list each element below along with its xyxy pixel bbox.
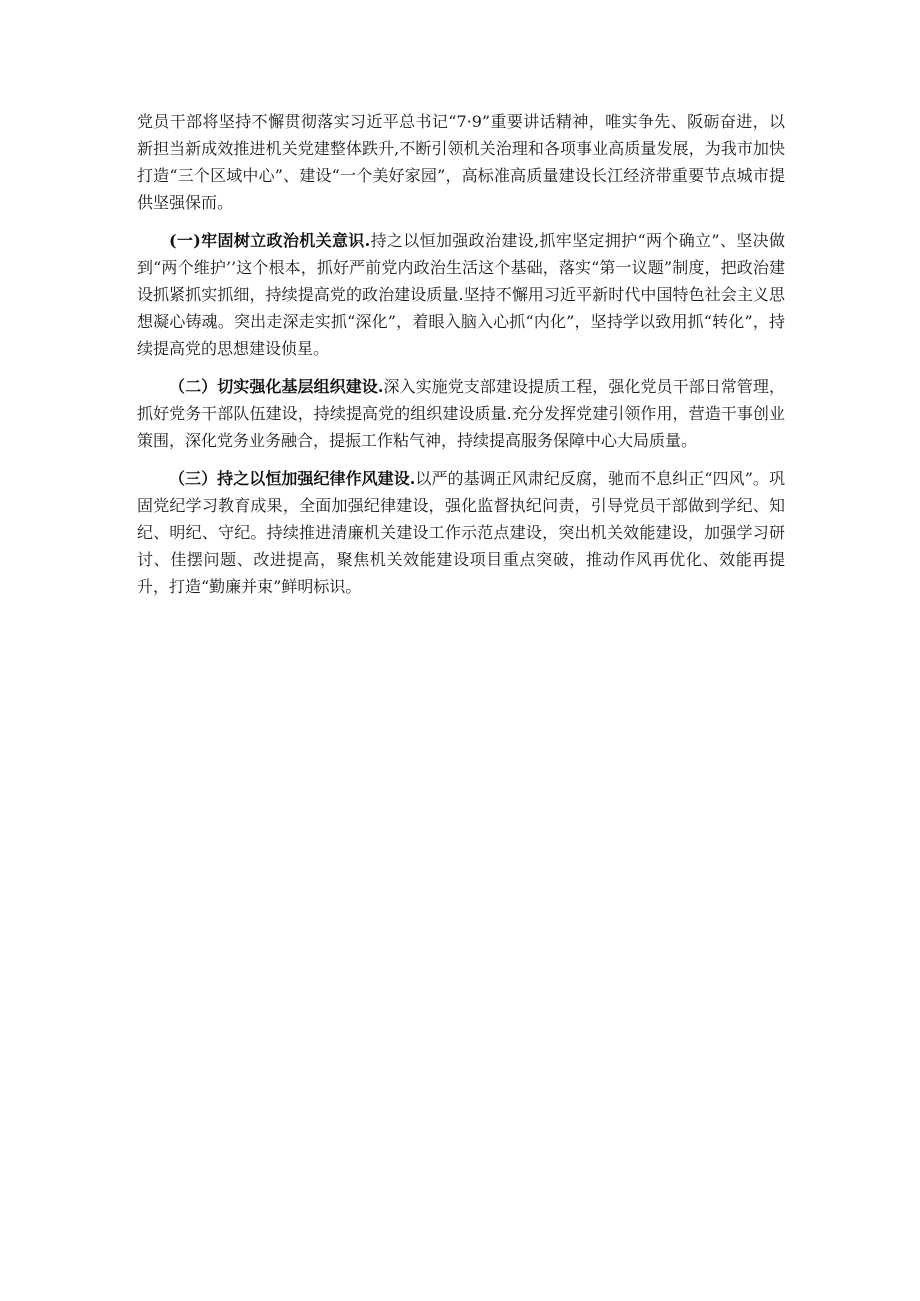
paragraph-section-1 bbox=[137, 227, 785, 362]
paragraph-section-2 bbox=[137, 373, 785, 454]
paragraph-text: 持之以恒加强政治建设,抓牢坚定拥护“两个确立”、坚决做到“两个维护’’这个根本，抓好严前党内政治生活这个基础，落实“第一议题”制度，把政治建设抓紧抓实抓细，持续提高党的政治建设质量.坚持不懈用习近平新时代中国特色社会主义思想凝心铸魂。突出走深走实抓“深化”，着眼入脑入心抓“内化”，坚持学以致用抓“转化”，持续提高党的思想建设侦星。 bbox=[137, 231, 785, 358]
document-body bbox=[137, 108, 785, 611]
section-heading: （二）切实强化基层组织建设. bbox=[169, 377, 384, 396]
section-heading: (一)牢固树立政治机关意识. bbox=[169, 231, 371, 250]
paragraph-section-3 bbox=[137, 465, 785, 600]
paragraph-text: 党员干部将坚持不懈贯彻落实习近平总书记“7·9”重要讲话精神，唯实争先、阪砺奋进，以新担当新成效推进机关党建整体跌升,不断引领机关治理和各项事业高质量发展，为我市加快打造“三个区域中心”、建设“一个美好家园”，高标准高质量建设长江经济带重要节点城市提供坚强保而。 bbox=[137, 112, 785, 212]
paragraph-intro bbox=[137, 108, 785, 216]
paragraph-text: 深入实施党支部建设提质工程，强化党员干部日常管理，抓好党务干部队伍建设，持续提高党的组织建设质量.充分发挥党建引领作用，营造干事创业策围，深化党务业务融合，提振工作粘气神，持续提高服务保障中心大局质量。 bbox=[137, 377, 785, 450]
section-heading: （三）持之以恒加强纪律作风建设. bbox=[169, 469, 416, 488]
paragraph-text: 以严的基调正风肃纪反腐，驰而不息纠正“四风”。巩固党纪学习教育成果，全面加强纪律建设，强化监督执纪问责，引导党员干部做到学纪、知纪、明纪、守纪。持续推进清廉机关建设工作示范点建设，突出机关效能建设，加强学习研讨、佳摆问题、改进提高，聚焦机关效能建设项目重点突破，推动作风再优化、效能再提升，打造“勤廉并束”鲜明标识。 bbox=[137, 469, 785, 596]
